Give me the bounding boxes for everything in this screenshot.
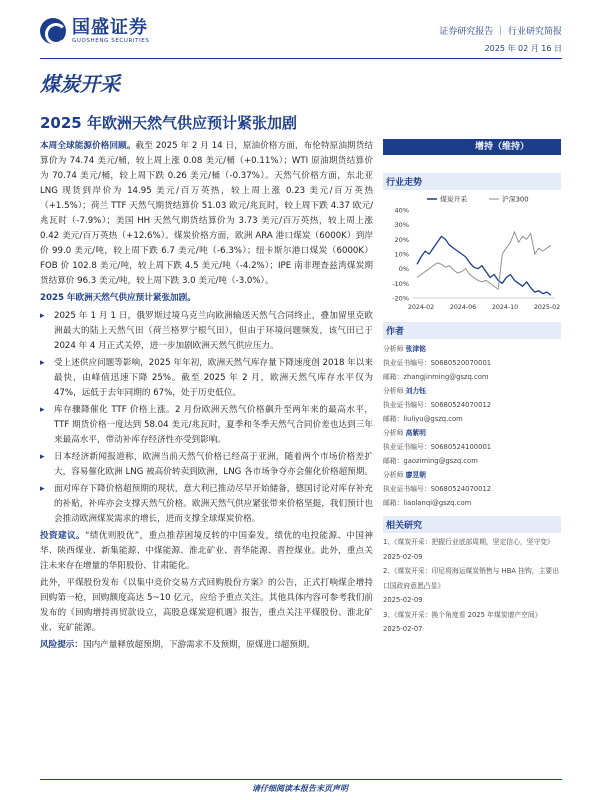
y-tick-label: 40% bbox=[394, 206, 409, 215]
analyst-entry: 分析师 廖昱朝 bbox=[383, 471, 426, 479]
analyst-name: 廖昱朝 bbox=[405, 471, 426, 479]
related-research-title: 相关研究 bbox=[383, 516, 561, 533]
investment-text: “绩优则股优”，重点推荐困境反转的中国秦发，绩优的电投能源、中国神华、陕西煤业、新集能源、中煤能源、淮北矿业、晋华能源、晋控煤业。此外，重点关注未来存在增量的华阳股份、甘肃能化。 bbox=[40, 531, 373, 571]
logo-text: 国盛证券 bbox=[72, 17, 148, 38]
analyst-email[interactable]: liaolanqi@gszq.com bbox=[403, 499, 472, 507]
analyst-name: 高紫明 bbox=[405, 429, 426, 437]
logo bbox=[40, 18, 149, 44]
analyst-email[interactable]: zhangjinming@gszq.com bbox=[403, 373, 489, 381]
related-report-item[interactable]: 2、《煤炭开采：印尼将海运煤炭销售与 HBA 挂钩，主要出口国政府意愿凸显》 bbox=[383, 567, 559, 590]
trend-chart bbox=[383, 190, 561, 316]
related-reports bbox=[383, 535, 561, 637]
bullet-item: ▸ 库存骤降催化 TTF 价格上涨。2 月份欧洲天然气价格飙升至两年来的最高水平，TTF 期货价格一度达到 58.04 美元/兆瓦时，夏季和冬季天然气合同价差也达到三年来最高水平，带动补库存经济性亦受到影响。 bbox=[40, 403, 373, 448]
analyst-cert: S0680524070012 bbox=[430, 485, 492, 493]
analyst-entry: 分析师 刘力钰 bbox=[383, 387, 426, 395]
sub-heading: 2025 年欧洲天然气供应预计紧张加剧。 bbox=[40, 293, 196, 303]
price-review-paragraph bbox=[40, 139, 373, 289]
analyst-list: 分析师 张津铭 执业证书编号：S0680520070001 邮箱：zhangjinming@gszq.com 分析师 刘力钰 执业证书编号：S0680524070012 邮箱：liuliyu@gszq.com 分析师 高紫明 执业证书编号：S0680524100001 邮箱：gaoziming@gszq.com 分析师 廖昱朝 执业证书编号：S0680524070012 邮箱：liaolanqi@gszq.com bbox=[383, 342, 561, 510]
footer-disclaimer: 请仔细阅读本报告末页声明 bbox=[252, 784, 348, 793]
risk-warning bbox=[40, 638, 373, 653]
investment-advice bbox=[40, 529, 373, 574]
analyst-name: 张津铭 bbox=[405, 345, 426, 353]
report-type: 证券研究报告 ｜ 行业研究简报 bbox=[439, 27, 562, 37]
logo-text-en: GUOSHENG SECURITIES bbox=[72, 38, 150, 44]
report-body bbox=[40, 139, 373, 655]
series-line-csi300 bbox=[417, 232, 551, 289]
trend-title: 行业走势 bbox=[383, 173, 561, 190]
x-tick-label: 2025-02 bbox=[533, 304, 561, 311]
legend-label: 沪深300 bbox=[502, 195, 529, 204]
bullet-item: ▸ 受上述供应问题等影响，2025 年年初，欧洲天然气库存量下降速度创 2018 年以来最快，由峰值迅速下降 25%。截至 2025 年 2 月，欧洲天然气库存水平仅为 47%，远低于去年同期的 67%，处于历史低位。 bbox=[40, 356, 373, 401]
analyst-name: 刘力钰 bbox=[405, 387, 426, 395]
y-tick-label: -10% bbox=[392, 279, 409, 288]
price-review-text: 截至 2025 年 2 月 14 日，原油价格方面，布伦特原油期货结算价为 74.74 美元/桶，较上周上涨 0.08 美元/桶（+0.11%）；WTI 原油期货结算价为 70.74 美元/桶，较上周下跌 0.26 美元/桶（-0.37%）。天然气价格方面，东北亚 LNG 现货到岸价为 14.95 美元/百万英热，较上周上涨 0.23 美元/百万英热（+1.5%）；荷兰 TTF 天然气期货结算价 51.03 欧元/兆瓦时，较上周下跌 4.37 欧元/兆瓦时（-7.9%）；美国 HH 天然气期货结算价为 3.73 美元/百万英热，较上周上涨 0.42 美元/百万英热（+12.6%）。煤炭价格方面，欧洲 ARA 港口煤炭（6000K）到岸价 99.0 美元/吨，较上周下跌 6.7 美元/吨（-6.3%）；纽卡斯尔港口煤炭（6000K）FOB 价 102.8 美元/吨，较上周下跌 4.5 美元/吨（-4.2%）；IPE 南非理查兹湾煤炭期货结算价 96.3 美元/吨，较上周下跌 3.0 美元/吨（-3.0%）。 bbox=[40, 141, 373, 286]
buyback-paragraph: 此外，平煤股份发布《以集中竞价交易方式回购股份方案》的公告，正式打响煤企增持回购第一枪，回购额度高达 5~10 亿元，应给予重点关注。其他具体内容可参考我们前发布的《回购增持再贸款设立，高股息煤炭迎机遇》报告，重点关注平煤股份、淮北矿业、兖矿能源。 bbox=[40, 578, 373, 633]
risk-text: 国内产量释放超预期，下游需求不及预期，原煤进口超预期。 bbox=[82, 640, 316, 650]
analyst-cert: S0680524100001 bbox=[430, 443, 492, 451]
related-report-item[interactable]: 3、《煤炭开采：换个角度看 2025 年煤炭增产空间》 bbox=[383, 610, 542, 619]
y-tick-label: 10% bbox=[394, 250, 409, 259]
rating-badge: 增持（维持） bbox=[383, 139, 561, 155]
analyst-email[interactable]: gaoziming@gszq.com bbox=[403, 457, 478, 465]
page-title: 2025 年欧洲天然气供应预计紧张加剧 bbox=[40, 114, 297, 132]
y-tick-label: -20% bbox=[392, 294, 409, 303]
y-tick-label: 30% bbox=[394, 221, 409, 230]
analyst-title: 作者 bbox=[383, 322, 561, 339]
bullet-item: ▸ 日本经济新闻报道称，欧洲当前天然气价格已经高于亚洲，随着两个市场价格差扩大，容易催化欧洲 LNG 被高价转卖到欧洲，LNG 各市场争夺亦会催化价格超预期。 bbox=[40, 450, 373, 480]
related-report-date: 2025-02-07 bbox=[383, 625, 423, 633]
risk-lead: 风险提示： bbox=[40, 640, 83, 650]
section-title: 煤炭开采 bbox=[40, 72, 120, 96]
related-report-date: 2025-02-09 bbox=[383, 596, 423, 604]
analyst-cert: S0680524070012 bbox=[430, 401, 492, 409]
investment-lead: 投资建议。 bbox=[40, 531, 85, 541]
x-tick-label: 2024-02 bbox=[407, 304, 435, 311]
analyst-email[interactable]: liuliyu@gszq.com bbox=[403, 415, 463, 423]
legend-label: 煤炭开采 bbox=[440, 195, 468, 204]
x-tick-label: 2024-06 bbox=[449, 304, 477, 311]
y-tick-label: 0% bbox=[398, 265, 409, 274]
series-line-coal bbox=[417, 236, 551, 295]
header-divider bbox=[40, 58, 562, 59]
header bbox=[0, 0, 600, 56]
x-tick-label: 2024-10 bbox=[491, 304, 519, 311]
y-tick-label: 20% bbox=[394, 235, 409, 244]
related-report-item[interactable]: 1、《煤炭开采：把握行业底部周期，坚定信心，坚守变》 bbox=[383, 538, 554, 546]
bullet-item: ▸ 面对库存下降价格超预期的现状，意大利已推动尽早开始储备，德国讨论对库存补充的补贴，补库亦会支撑天然气价格。欧洲天然气供应紧张带来价格坚挺，我们预计也会推动欧洲煤炭需求的增长，进而支撑全球煤炭价格。 bbox=[40, 482, 373, 527]
related-report-date: 2025-02-09 bbox=[383, 552, 423, 561]
analyst-cert: S0680520070001 bbox=[430, 359, 492, 367]
bullet-item: ▸ 2025 年 1 月 1 日，俄罗斯过境乌克兰向欧洲输送天然气合同终止，叠加留里克欧洲最大的陆上天然气田（荷兰格罗宁根气田），但由于环境问题频发，该气田已于 2024 年 4 月正式关停，进一步加剧欧洲天然气供应压力。 bbox=[40, 309, 373, 354]
analyst-entry: 分析师 高紫明 bbox=[383, 429, 426, 437]
footer-divider bbox=[40, 779, 562, 780]
trend-chart-svg bbox=[383, 190, 561, 316]
price-review-lead: 本周全球能源价格回顾。 bbox=[40, 141, 136, 151]
sidebar bbox=[383, 139, 561, 637]
logo-icon bbox=[40, 18, 66, 44]
analyst-entry: 分析师 张津铭 bbox=[383, 345, 426, 353]
report-date: 2025 年 02 月 16 日 bbox=[484, 44, 562, 53]
